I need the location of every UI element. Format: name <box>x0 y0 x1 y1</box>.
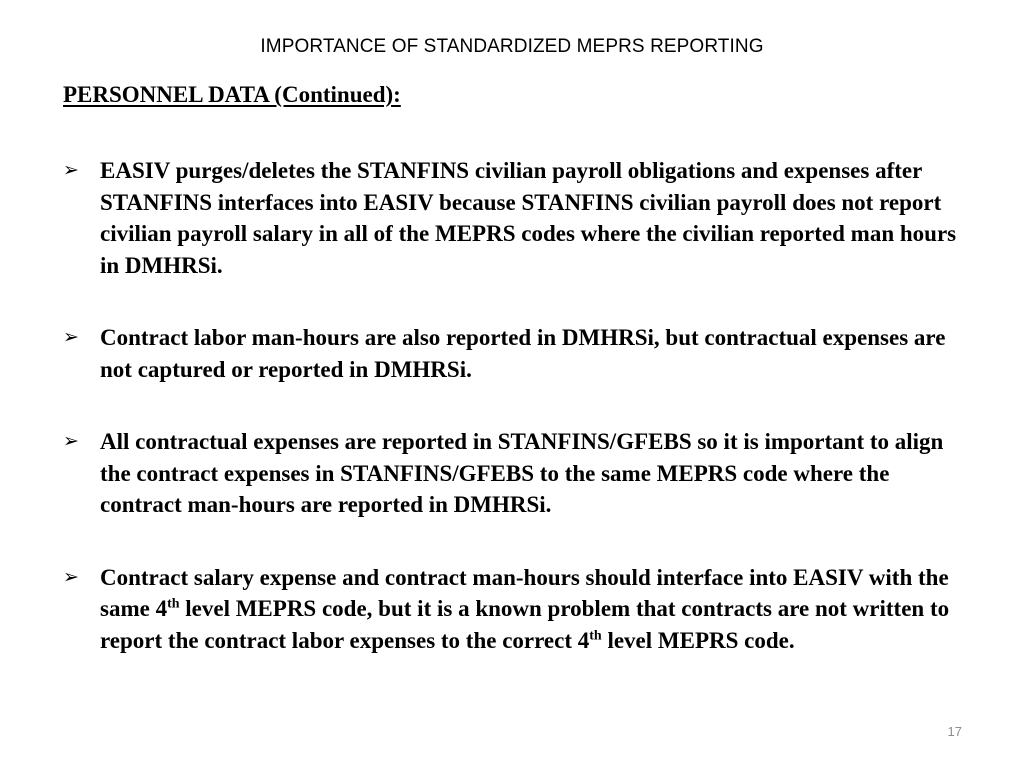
arrow-bullet-icon: ➢ <box>63 326 79 348</box>
bullet-list <box>63 155 963 656</box>
section-heading: PERSONNEL DATA (Continued): <box>63 82 401 107</box>
ordinal-suffix: th <box>167 596 180 612</box>
ordinal-suffix: th <box>589 627 602 643</box>
bullet-text-4 <box>100 565 949 653</box>
bullet-text-4-part2: level MEPRS code, but it is a known problem that contracts are not written to report the contract labor expenses to the correct 4 <box>100 596 950 653</box>
bullet-text-4-part1: Contract salary expense and contract man-hours should interface into EASIV with the same 4 <box>100 564 949 621</box>
arrow-bullet-icon: ➢ <box>63 430 79 452</box>
bullet-text-1: EASIV purges/deletes the STANFINS civilian payroll obligations and expenses after STANFINS interfaces into EASIV because STANFINS civilian payroll does not report civilian payroll salary in all of the MEPRS codes where the civilian reported man hours in DMHRSi. <box>100 158 957 278</box>
bullet-item-4 <box>63 562 963 657</box>
bullet-text-2: Contract labor man-hours are also reported in DMHRSi, but contractual expenses are not captured or reported in DMHRSi. <box>100 325 946 382</box>
arrow-bullet-icon: ➢ <box>63 565 79 588</box>
bullet-item-2 <box>63 322 963 385</box>
bullet-item-1 <box>63 155 963 281</box>
bullet-text-3: All contractual expenses are reported in STANFINS/GFEBS so it is important to align the contract expenses in STANFINS/GFEBS to the same MEPRS code where the contract man-hours are reported in DMHRSi. <box>100 429 944 517</box>
slide-title: IMPORTANCE OF STANDARDIZED MEPRS REPORTING <box>260 36 764 57</box>
bullet-text-4-part3: level MEPRS code. <box>601 627 795 653</box>
bullet-item-3 <box>63 426 963 521</box>
arrow-bullet-icon: ➢ <box>63 159 79 181</box>
page-number: 17 <box>947 724 962 739</box>
